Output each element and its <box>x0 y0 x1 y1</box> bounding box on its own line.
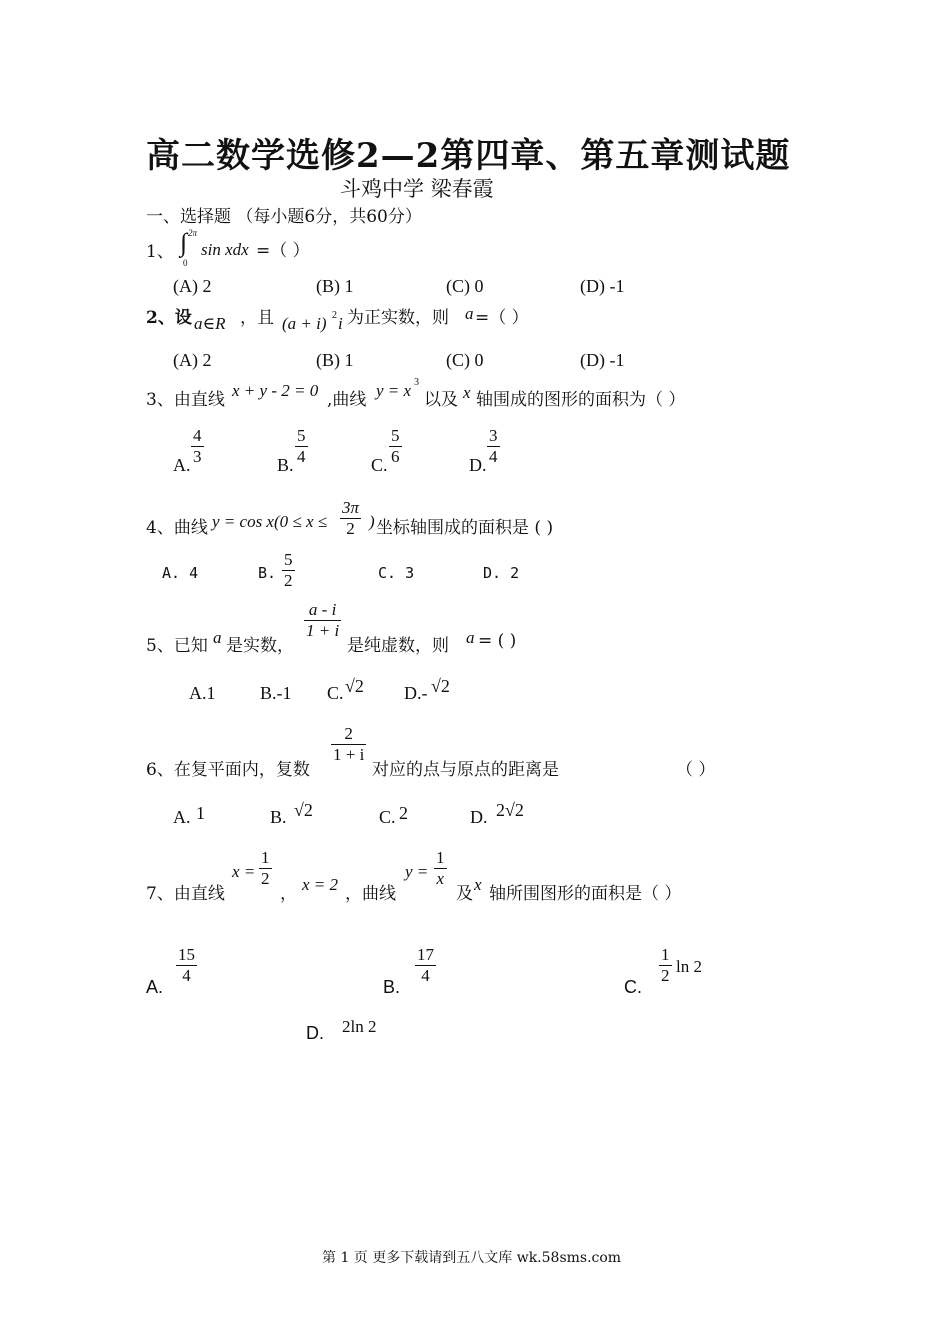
q6-option-b-value: √2 <box>294 800 313 820</box>
q5-option-d-root: √2 <box>431 676 450 696</box>
q1-option-d: (D) -1 <box>580 276 625 296</box>
q2-number: 2、设 <box>146 308 192 328</box>
fraction-numerator: 17 <box>417 945 434 964</box>
fraction-denominator: 1 + i <box>306 621 340 640</box>
q7-y-fraction <box>434 848 447 889</box>
q5-tail: 是纯虚数，则 <box>347 636 449 656</box>
q3-option-c-label: C. <box>371 455 388 475</box>
q6-option-c-label: C. <box>379 807 396 827</box>
q5-lead: 5、已知 <box>146 636 208 656</box>
q4-close: ) <box>369 512 375 531</box>
q7-option-d-value: 2ln 2 <box>342 1017 377 1036</box>
q1-integrand: sin xdx <box>201 240 249 259</box>
q6-lead: 6、在复平面内，复数 <box>146 760 310 780</box>
page-title: 高二数学选修2—2第四章、第五章测试题 <box>146 136 791 176</box>
q6-option-a-value: 1 <box>196 803 205 823</box>
q4-tail: 坐标轴围成的面积是 ( ) <box>376 518 554 538</box>
fraction-numerator: a - i <box>308 600 337 619</box>
q7-sep: ， <box>280 884 297 904</box>
q3-line: x + y - 2 = 0 <box>232 381 319 400</box>
q1-tail: =（ ） <box>256 241 310 261</box>
fraction-numerator: 1 <box>436 848 445 867</box>
q4-option-b-label: B. <box>258 564 277 582</box>
fraction-numerator: 1 <box>261 848 270 867</box>
q7-and: 及 <box>456 884 473 904</box>
q4-expression: y = cos x(0 ≤ x ≤ <box>212 512 328 531</box>
q5-end: = ( ) <box>478 631 517 651</box>
fraction-numerator: 3 <box>489 426 498 445</box>
page-footer: 第 1 页 更多下载请到五八文库 wk.58sms.com <box>322 1250 622 1266</box>
fraction-numerator: 15 <box>178 945 195 964</box>
q4-lead: 4、曲线 <box>146 518 208 538</box>
fraction-denominator: 2 <box>340 518 361 539</box>
fraction-numerator: 5 <box>284 550 293 569</box>
q3-lead: 3、由直线 <box>146 390 225 410</box>
fraction-denominator: 4 <box>176 965 197 986</box>
fraction-denominator: 2 <box>661 966 670 985</box>
q7-option-c-label: C. <box>624 977 642 997</box>
q4-option-b-fraction <box>282 550 295 591</box>
q5-fraction <box>304 600 341 641</box>
q5-option-c-root: √2 <box>345 676 364 696</box>
q3-option-b-fraction <box>295 426 308 467</box>
fraction-denominator: 4 <box>297 447 306 466</box>
q1-option-c: (C) 0 <box>446 276 484 296</box>
q2-option-d: (D) -1 <box>580 350 625 370</box>
q7-y: y = <box>405 862 429 881</box>
fraction-denominator: 2 <box>261 869 270 888</box>
q7-x2: x = 2 <box>302 875 339 894</box>
fraction-numerator: 5 <box>391 426 400 445</box>
fraction-denominator: 6 <box>391 447 400 466</box>
q3-option-a-label: A. <box>173 455 191 475</box>
q2-exponent: 2 <box>332 310 337 321</box>
integral-sign: ∫ <box>180 228 188 257</box>
q6-option-b-label: B. <box>270 807 287 827</box>
q3-option-c-fraction <box>389 426 402 467</box>
q5-option-b: B.-1 <box>260 683 292 703</box>
q7-mid: ，曲线 <box>345 884 396 904</box>
q5-option-c-label: C. <box>327 683 344 703</box>
q1-option-a: (A) 2 <box>173 276 212 296</box>
fraction-numerator: 4 <box>193 426 202 445</box>
integral-upper: 2π <box>188 228 198 238</box>
q5-var2: a <box>466 628 475 647</box>
fraction-denominator: 4 <box>415 965 436 986</box>
q4-option-d: D. 2 <box>483 564 520 582</box>
q7-option-c-ln: ln 2 <box>676 957 702 976</box>
fraction-denominator: 2 <box>284 571 293 590</box>
q3-tail: 轴围成的图形的面积为（ ） <box>476 390 686 410</box>
q3-option-b-label: B. <box>277 455 294 475</box>
q2-option-c: (C) 0 <box>446 350 484 370</box>
q4-fraction <box>340 498 361 539</box>
fraction-denominator: x <box>434 868 447 889</box>
q3-mid: ,曲线 <box>327 390 367 410</box>
q3-mid2: 以及 <box>424 390 458 410</box>
q2-condition: a∈R <box>194 314 226 333</box>
q3-curve-exponent: 3 <box>414 377 419 388</box>
fraction-numerator: 5 <box>297 426 306 445</box>
q6-option-a-label: A. <box>173 807 191 827</box>
fraction-numerator: 2 <box>344 724 353 743</box>
fraction-numerator: 3π <box>342 498 360 517</box>
q6-tail: 对应的点与原点的距离是 <box>372 760 559 780</box>
q3-curve: y = x <box>376 381 412 400</box>
q3-option-d-label: D. <box>469 455 487 475</box>
q7-axis: x <box>474 875 482 894</box>
q3-axis: x <box>463 383 471 402</box>
section-heading: 一、选择题 （每小题6分，共60分） <box>146 207 422 227</box>
q6-fraction <box>331 724 366 765</box>
q6-option-d-value: 2√2 <box>496 800 524 820</box>
q2-i: i <box>338 314 343 333</box>
q4-option-a: A. 4 <box>162 564 199 582</box>
q2-option-a: (A) 2 <box>173 350 212 370</box>
q7-lead: 7、由直线 <box>146 884 225 904</box>
q2-expression: (a + i) <box>282 314 327 333</box>
q7-option-c-fraction <box>659 945 672 986</box>
q5-var: a <box>213 628 222 647</box>
q7-option-a-fraction <box>176 945 197 986</box>
author-line: 斗鸡中学 梁春霞 <box>340 177 494 201</box>
q3-option-a-fraction <box>191 426 204 467</box>
q2-end: =（ ） <box>475 308 529 328</box>
q6-option-d-label: D. <box>470 807 488 827</box>
q4-option-c: C. 3 <box>378 564 415 582</box>
q5-option-d-label: D.- <box>404 683 428 703</box>
fraction-numerator: 1 <box>661 945 670 964</box>
q6-option-c-value: 2 <box>399 803 408 823</box>
fraction-denominator: 1 + i <box>333 745 365 764</box>
q2-option-b: (B) 1 <box>316 350 354 370</box>
q2-mid: ，且 <box>240 308 274 328</box>
q7-x1: x = <box>232 862 256 881</box>
q7-tail: 轴所围图形的面积是（ ） <box>489 884 682 904</box>
q7-option-a-label: A. <box>146 977 164 997</box>
q2-var: a <box>465 304 474 323</box>
q3-option-d-fraction <box>487 426 500 467</box>
q5-mid: 是实数， <box>226 636 294 656</box>
q7-option-b-fraction <box>415 945 436 986</box>
q2-tail: 为正实数，则 <box>347 308 449 328</box>
q1-option-b: (B) 1 <box>316 276 354 296</box>
fraction-denominator: 4 <box>489 447 498 466</box>
q7-half-fraction <box>259 848 272 889</box>
q7-option-d-label: D. <box>306 1023 324 1043</box>
q7-option-b-label: B. <box>383 977 401 997</box>
q5-option-a: A.1 <box>189 683 216 703</box>
integral-lower: 0 <box>183 258 188 268</box>
q6-paren: （ ） <box>676 760 716 780</box>
fraction-denominator: 3 <box>193 447 202 466</box>
q1-number: 1、 <box>146 242 174 262</box>
